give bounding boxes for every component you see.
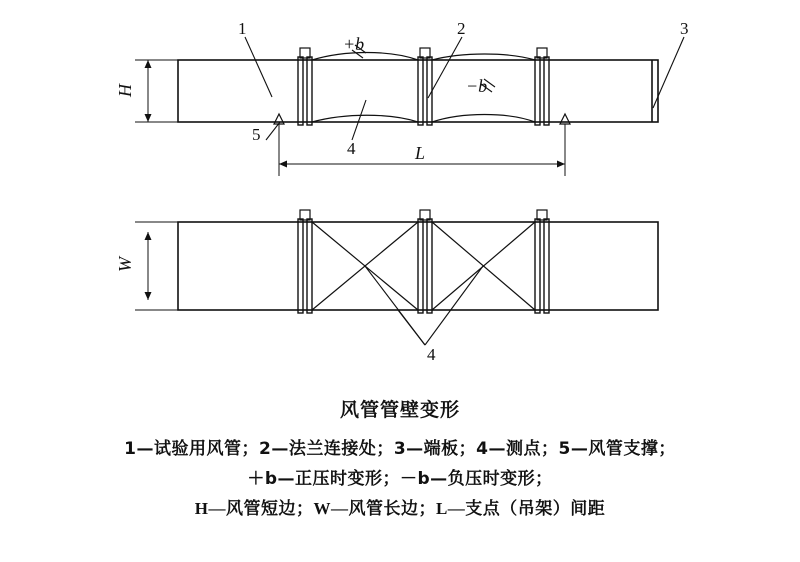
label-4-bottom: 4 [427, 345, 436, 364]
figure-title: 风管管壁变形 [339, 399, 460, 421]
deformation-curve-minus-b-2 [312, 115, 418, 122]
label-W: W [115, 257, 135, 272]
leader-line-5 [266, 122, 280, 140]
legend-line-2: ＋b—正压时变形；－b—负压时变形； [247, 469, 553, 489]
leader-line-4b [398, 310, 425, 345]
label-2: 2 [457, 19, 466, 38]
leader-line-1 [245, 37, 272, 97]
figure-caption [0, 395, 800, 524]
label-3: 3 [680, 19, 689, 38]
deformation-curve-plus-b [312, 53, 418, 61]
label-1: 1 [238, 19, 247, 38]
leader-line-4c [425, 266, 483, 345]
plan-view [135, 210, 658, 345]
label-plus-b: +b [343, 34, 365, 54]
dimension-W [135, 222, 178, 310]
legend-line-1: 1—试验用风管；2—法兰连接处；3—端板；4—测点；5—风管支撑； [124, 439, 676, 459]
dimension-H [135, 60, 178, 122]
legend-line-3: H—风管短边；W—风管长边；L—支点（吊架）间距 [194, 499, 606, 518]
leader-line-4-top [352, 100, 366, 140]
leader-line-2 [428, 37, 462, 98]
label-5: 5 [252, 125, 261, 144]
measuring-point-cross-2 [432, 222, 535, 310]
deformation-curve-minus-b [432, 115, 535, 123]
deformation-curve-plus-b-2 [432, 54, 535, 60]
flange-joint-plan-1 [298, 210, 312, 313]
label-4-top: 4 [347, 139, 356, 158]
label-L: L [415, 143, 426, 163]
elevation-view [135, 37, 684, 176]
flange-joint-plan-3 [535, 210, 549, 313]
label-H: H [115, 84, 135, 97]
flange-joint-plan-2 [418, 210, 432, 313]
label-minus-b: −b [466, 76, 488, 96]
